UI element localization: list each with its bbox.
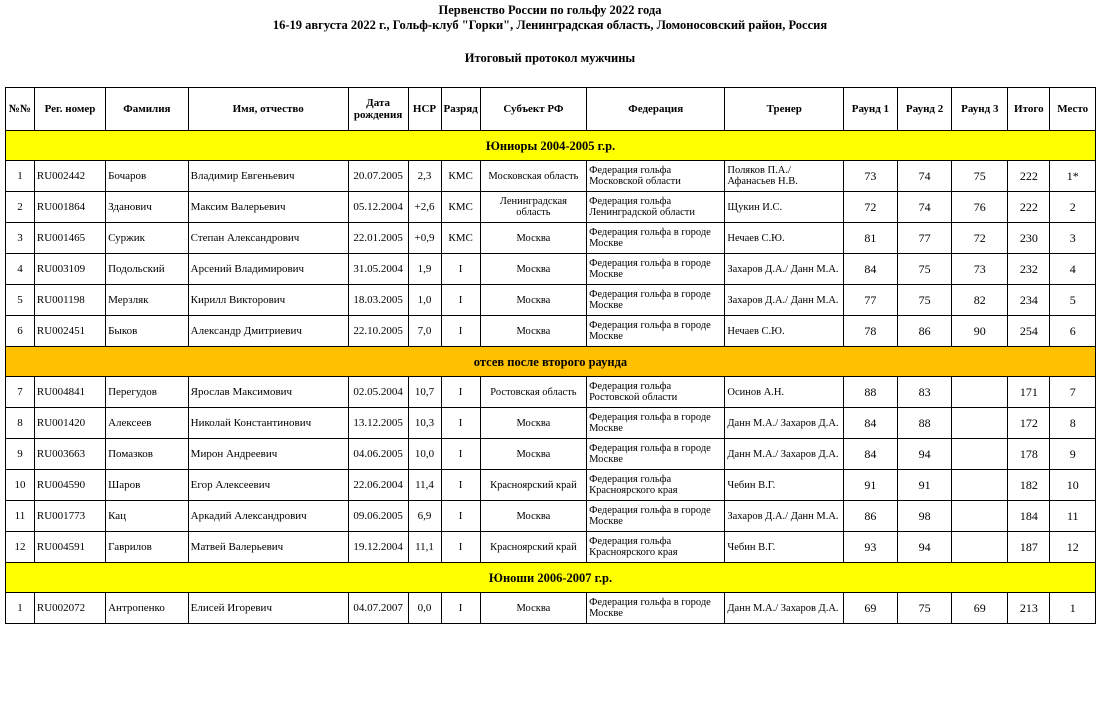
cell-round-2: 75	[897, 285, 952, 316]
cell-coach: Щукин И.С.	[725, 192, 844, 223]
cell-federation: Федерация гольфа Ленинградской области	[587, 192, 725, 223]
cell-reg-number: RU004841	[34, 377, 105, 408]
cell-coach: Данн М.А./ Захаров Д.А.	[725, 408, 844, 439]
cell-total: 232	[1008, 254, 1050, 285]
cell-number: 11	[6, 501, 35, 532]
cell-region: Москва	[480, 408, 586, 439]
header-federation: Федерация	[587, 88, 725, 131]
cell-rank: I	[441, 285, 480, 316]
cell-reg-number: RU004591	[34, 532, 105, 563]
cell-name: Матвей Валерьевич	[188, 532, 348, 563]
cell-rank: КМС	[441, 223, 480, 254]
cell-rank: I	[441, 470, 480, 501]
cell-round-1: 78	[844, 316, 898, 347]
cell-birthdate: 04.06.2005	[348, 439, 408, 470]
cell-round-3: 75	[952, 161, 1008, 192]
cell-total: 234	[1008, 285, 1050, 316]
header-round-3: Раунд 3	[952, 88, 1008, 131]
cell-round-3: 72	[952, 223, 1008, 254]
cell-coach: Чебин В.Г.	[725, 532, 844, 563]
group-youths-label: Юноши 2006-2007 г.р.	[6, 563, 1096, 593]
cell-round-3	[952, 501, 1008, 532]
cell-reg-number: RU003663	[34, 439, 105, 470]
cell-birthdate: 09.06.2005	[348, 501, 408, 532]
cell-coach: Данн М.А./ Захаров Д.А.	[725, 439, 844, 470]
cell-number: 3	[6, 223, 35, 254]
cell-federation: Федерация гольфа в городе Москве	[587, 316, 725, 347]
table-row	[6, 254, 1096, 285]
cell-hcp: +2,6	[408, 192, 441, 223]
cell-birthdate: 19.12.2004	[348, 532, 408, 563]
group-juniors	[6, 131, 1096, 161]
cell-rank: I	[441, 254, 480, 285]
cell-round-2: 98	[897, 501, 952, 532]
cell-round-1: 84	[844, 254, 898, 285]
cell-federation: Федерация гольфа в городе Москве	[587, 408, 725, 439]
cell-round-3: 90	[952, 316, 1008, 347]
cell-reg-number: RU002442	[34, 161, 105, 192]
cell-number: 1	[6, 593, 35, 624]
header-reg-number: Рег. номер	[34, 88, 105, 131]
cell-region: Москва	[480, 316, 586, 347]
cell-rank: I	[441, 501, 480, 532]
cell-round-3	[952, 439, 1008, 470]
cell-name: Елисей Игоревич	[188, 593, 348, 624]
cell-number: 12	[6, 532, 35, 563]
cell-place: 8	[1050, 408, 1096, 439]
cell-place: 10	[1050, 470, 1096, 501]
cell-coach: Захаров Д.А./ Данн М.А.	[725, 285, 844, 316]
cell-round-3: 76	[952, 192, 1008, 223]
cell-birthdate: 22.06.2004	[348, 470, 408, 501]
cell-round-1: 72	[844, 192, 898, 223]
cell-federation: Федерация гольфа в городе Москве	[587, 254, 725, 285]
cell-region: Москва	[480, 439, 586, 470]
cell-birthdate: 31.05.2004	[348, 254, 408, 285]
cell-region: Красноярский край	[480, 470, 586, 501]
cell-surname: Быков	[106, 316, 189, 347]
cell-name: Арсений Владимирович	[188, 254, 348, 285]
cell-place: 5	[1050, 285, 1096, 316]
cell-surname: Перегудов	[106, 377, 189, 408]
cell-hcp: 1,0	[408, 285, 441, 316]
table-row	[6, 439, 1096, 470]
cell-number: 5	[6, 285, 35, 316]
cell-name: Егор Алексеевич	[188, 470, 348, 501]
cell-surname: Бочаров	[106, 161, 189, 192]
cell-region: Ленинградская область	[480, 192, 586, 223]
cell-surname: Алексеев	[106, 408, 189, 439]
cell-surname: Мерзляк	[106, 285, 189, 316]
cell-federation: Федерация гольфа в городе Москве	[587, 501, 725, 532]
results-table	[5, 87, 1096, 624]
cell-round-1: 88	[844, 377, 898, 408]
cell-total: 213	[1008, 593, 1050, 624]
cell-round-3	[952, 377, 1008, 408]
table-header-row	[6, 88, 1096, 131]
cell-federation: Федерация гольфа в городе Москве	[587, 439, 725, 470]
header-total: Итого	[1008, 88, 1050, 131]
cell-region: Москва	[480, 285, 586, 316]
header-number: №№	[6, 88, 35, 131]
cell-name: Владимир Евгеньевич	[188, 161, 348, 192]
cell-round-1: 81	[844, 223, 898, 254]
cell-round-1: 77	[844, 285, 898, 316]
cell-birthdate: 20.07.2005	[348, 161, 408, 192]
cell-round-2: 83	[897, 377, 952, 408]
cell-rank: I	[441, 377, 480, 408]
cell-rank: I	[441, 593, 480, 624]
cell-hcp: 6,9	[408, 501, 441, 532]
cell-reg-number: RU001773	[34, 501, 105, 532]
group-cut-label: отсев после второго раунда	[6, 347, 1096, 377]
table-row	[6, 593, 1096, 624]
cell-reg-number: RU002451	[34, 316, 105, 347]
cell-place: 9	[1050, 439, 1096, 470]
cell-name: Кирилл Викторович	[188, 285, 348, 316]
cell-name: Максим Валерьевич	[188, 192, 348, 223]
cell-surname: Зданович	[106, 192, 189, 223]
cell-total: 222	[1008, 161, 1050, 192]
table-row	[6, 377, 1096, 408]
cell-round-2: 88	[897, 408, 952, 439]
cell-total: 230	[1008, 223, 1050, 254]
document-title: Первенство России по гольфу 2022 года	[438, 3, 662, 17]
cell-birthdate: 04.07.2007	[348, 593, 408, 624]
cell-number: 7	[6, 377, 35, 408]
cell-coach: Захаров Д.А./ Данн М.А.	[725, 254, 844, 285]
cell-round-2: 91	[897, 470, 952, 501]
cell-place: 1	[1050, 593, 1096, 624]
cell-name: Ярослав Максимович	[188, 377, 348, 408]
cell-hcp: +0,9	[408, 223, 441, 254]
table-row	[6, 532, 1096, 563]
cell-coach: Нечаев С.Ю.	[725, 223, 844, 254]
cell-hcp: 2,3	[408, 161, 441, 192]
cell-total: 184	[1008, 501, 1050, 532]
cell-coach: Нечаев С.Ю.	[725, 316, 844, 347]
cell-hcp: 0,0	[408, 593, 441, 624]
cell-round-2: 75	[897, 593, 952, 624]
cell-region: Москва	[480, 501, 586, 532]
cell-federation: Федерация гольфа в городе Москве	[587, 593, 725, 624]
group-youths	[6, 563, 1096, 593]
cell-reg-number: RU002072	[34, 593, 105, 624]
header-rank: Разряд	[441, 88, 480, 131]
cell-number: 2	[6, 192, 35, 223]
header-coach: Тренер	[725, 88, 844, 131]
cell-number: 6	[6, 316, 35, 347]
group-cut	[6, 347, 1096, 377]
cell-hcp: 10,3	[408, 408, 441, 439]
header-place: Место	[1050, 88, 1096, 131]
cell-rank: КМС	[441, 161, 480, 192]
cell-place: 2	[1050, 192, 1096, 223]
cell-round-3	[952, 532, 1008, 563]
cell-round-2: 94	[897, 532, 952, 563]
cell-total: 172	[1008, 408, 1050, 439]
cell-birthdate: 18.03.2005	[348, 285, 408, 316]
cell-round-1: 73	[844, 161, 898, 192]
cell-hcp: 10,0	[408, 439, 441, 470]
cell-round-2: 77	[897, 223, 952, 254]
cell-federation: Федерация гольфа Красноярского края	[587, 470, 725, 501]
table-row	[6, 192, 1096, 223]
cell-round-1: 91	[844, 470, 898, 501]
cell-rank: КМС	[441, 192, 480, 223]
cell-reg-number: RU003109	[34, 254, 105, 285]
table-row	[6, 470, 1096, 501]
cell-round-3	[952, 408, 1008, 439]
cell-region: Москва	[480, 223, 586, 254]
cell-round-2: 86	[897, 316, 952, 347]
table-row	[6, 501, 1096, 532]
cell-region: Ростовская область	[480, 377, 586, 408]
table-row	[6, 161, 1096, 192]
cell-rank: I	[441, 439, 480, 470]
cell-round-3: 69	[952, 593, 1008, 624]
cell-number: 8	[6, 408, 35, 439]
cell-surname: Кац	[106, 501, 189, 532]
cell-name: Николай Константинович	[188, 408, 348, 439]
table-row	[6, 316, 1096, 347]
cell-hcp: 10,7	[408, 377, 441, 408]
cell-rank: I	[441, 532, 480, 563]
cell-total: 187	[1008, 532, 1050, 563]
cell-surname: Суржик	[106, 223, 189, 254]
cell-total: 222	[1008, 192, 1050, 223]
cell-place: 11	[1050, 501, 1096, 532]
cell-reg-number: RU001864	[34, 192, 105, 223]
cell-hcp: 7,0	[408, 316, 441, 347]
cell-federation: Федерация гольфа Московской области	[587, 161, 725, 192]
cell-round-3: 73	[952, 254, 1008, 285]
cell-total: 254	[1008, 316, 1050, 347]
table-row	[6, 285, 1096, 316]
cell-region: Москва	[480, 593, 586, 624]
cell-reg-number: RU001465	[34, 223, 105, 254]
cell-round-2: 74	[897, 161, 952, 192]
cell-place: 1*	[1050, 161, 1096, 192]
cell-number: 10	[6, 470, 35, 501]
group-juniors-label: Юниоры 2004-2005 г.р.	[6, 131, 1096, 161]
cell-hcp: 11,4	[408, 470, 441, 501]
cell-region: Красноярский край	[480, 532, 586, 563]
cell-number: 4	[6, 254, 35, 285]
cell-federation: Федерация гольфа Красноярского края	[587, 532, 725, 563]
document-subtitle: Итоговый протокол мужчины	[464, 51, 636, 65]
cell-total: 178	[1008, 439, 1050, 470]
cell-surname: Шаров	[106, 470, 189, 501]
cell-total: 182	[1008, 470, 1050, 501]
cell-birthdate: 05.12.2004	[348, 192, 408, 223]
cell-reg-number: RU001420	[34, 408, 105, 439]
cell-rank: I	[441, 316, 480, 347]
cell-place: 4	[1050, 254, 1096, 285]
cell-coach: Чебин В.Г.	[725, 470, 844, 501]
header-round-1: Раунд 1	[844, 88, 898, 131]
cell-round-2: 94	[897, 439, 952, 470]
header-birthdate: Дата рождения	[348, 88, 408, 131]
table-row	[6, 408, 1096, 439]
cell-name: Аркадий Александрович	[188, 501, 348, 532]
cell-rank: I	[441, 408, 480, 439]
header-name: Имя, отчество	[188, 88, 348, 131]
cell-round-1: 86	[844, 501, 898, 532]
cell-birthdate: 02.05.2004	[348, 377, 408, 408]
cell-coach: Данн М.А./ Захаров Д.А.	[725, 593, 844, 624]
cell-round-1: 93	[844, 532, 898, 563]
cell-round-2: 75	[897, 254, 952, 285]
cell-number: 9	[6, 439, 35, 470]
cell-place: 7	[1050, 377, 1096, 408]
cell-name: Степан Александрович	[188, 223, 348, 254]
header-region: Субъект РФ	[480, 88, 586, 131]
cell-hcp: 11,1	[408, 532, 441, 563]
cell-number: 1	[6, 161, 35, 192]
header-surname: Фамилия	[106, 88, 189, 131]
cell-round-1: 84	[844, 439, 898, 470]
cell-coach: Поляков П.А./ Афанасьев Н.В.	[725, 161, 844, 192]
cell-round-2: 74	[897, 192, 952, 223]
cell-round-3	[952, 470, 1008, 501]
cell-place: 3	[1050, 223, 1096, 254]
cell-place: 6	[1050, 316, 1096, 347]
cell-coach: Захаров Д.А./ Данн М.А.	[725, 501, 844, 532]
cell-place: 12	[1050, 532, 1096, 563]
cell-federation: Федерация гольфа в городе Москве	[587, 285, 725, 316]
cell-round-1: 69	[844, 593, 898, 624]
cell-name: Александр Дмитриевич	[188, 316, 348, 347]
table-row	[6, 223, 1096, 254]
cell-name: Мирон Андреевич	[188, 439, 348, 470]
cell-total: 171	[1008, 377, 1050, 408]
cell-federation: Федерация гольфа в городе Москве	[587, 223, 725, 254]
cell-reg-number: RU001198	[34, 285, 105, 316]
cell-surname: Помазков	[106, 439, 189, 470]
cell-surname: Гаврилов	[106, 532, 189, 563]
cell-surname: Антропенко	[106, 593, 189, 624]
header-hcp: HCP	[408, 88, 441, 131]
cell-surname: Подольский	[106, 254, 189, 285]
document-event-details: 16-19 августа 2022 г., Гольф-клуб "Горки", Ленинградская область, Ломоносовский район, Россия	[272, 18, 828, 32]
cell-birthdate: 13.12.2005	[348, 408, 408, 439]
cell-round-3: 82	[952, 285, 1008, 316]
cell-federation: Федерация гольфа Ростовской области	[587, 377, 725, 408]
cell-region: Москва	[480, 254, 586, 285]
cell-birthdate: 22.01.2005	[348, 223, 408, 254]
cell-region: Московская область	[480, 161, 586, 192]
cell-reg-number: RU004590	[34, 470, 105, 501]
header-round-2: Раунд 2	[897, 88, 952, 131]
cell-round-1: 84	[844, 408, 898, 439]
cell-birthdate: 22.10.2005	[348, 316, 408, 347]
results-table-body	[6, 131, 1096, 624]
cell-hcp: 1,9	[408, 254, 441, 285]
cell-coach: Осинов А.Н.	[725, 377, 844, 408]
